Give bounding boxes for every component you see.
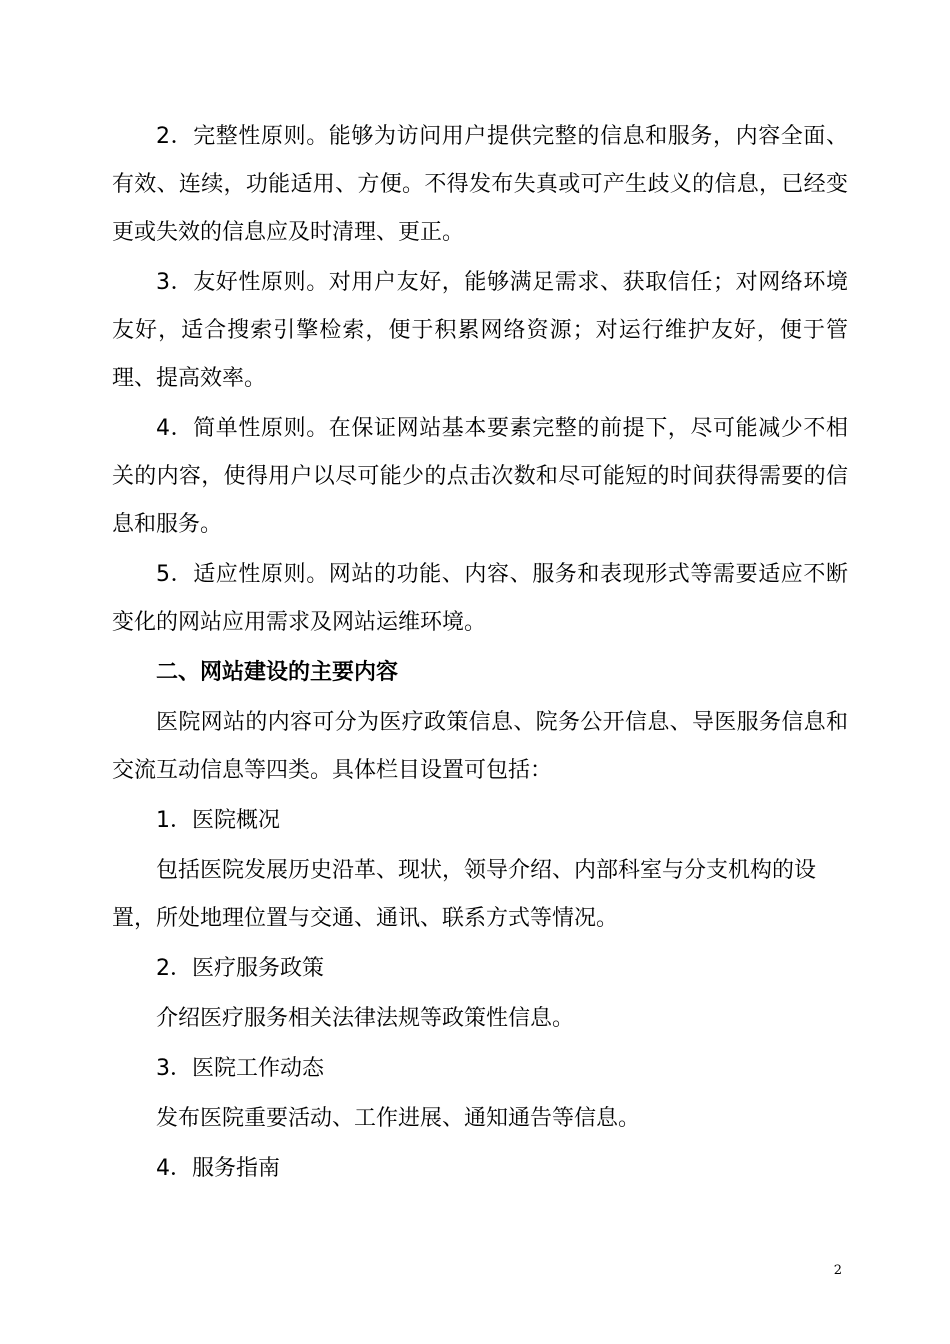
paragraph-simplicity-principle: 4．简单性原则。在保证网站基本要素完整的前提下，尽可能减少不相关的内容，使得用户以尽可能少的点击次数和尽可能短的时间获得需要的信息和服务。 <box>112 416 848 537</box>
item-desc-medical-service-policy: 介绍医疗服务相关法律法规等政策性信息。 <box>156 1006 575 1031</box>
section-intro: 医院网站的内容可分为医疗政策信息、院务公开信息、导医服务信息和交流互动信息等四类。具体栏目设置可包括： <box>112 710 848 783</box>
paragraph-adaptability-principle: 5．适应性原则。网站的功能、内容、服务和表现形式等需要适应不断变化的网站应用需求及网站运维环境。 <box>112 562 848 635</box>
item-title-medical-service-policy: 2．医疗服务政策 <box>156 956 324 981</box>
page-number: 2 <box>833 1263 842 1278</box>
item-title-hospital-overview: 1．医院概况 <box>156 808 280 833</box>
document-body <box>112 113 848 1195</box>
item-title-service-guide: 4．服务指南 <box>156 1156 280 1181</box>
item-desc-hospital-overview: 包括医院发展历史沿革、现状，领导介绍、内部科室与分支机构的设置，所处地理位置与交通、通讯、联系方式等情况。 <box>112 858 817 931</box>
item-desc-hospital-work-news: 发布医院重要活动、工作进展、通知通告等信息。 <box>156 1106 641 1131</box>
paragraph-completeness-principle: 2．完整性原则。能够为访问用户提供完整的信息和服务，内容全面、有效、连续，功能适用、方便。不得发布失真或可产生歧义的信息，已经变更或失效的信息应及时清理、更正。 <box>112 124 848 245</box>
item-title-hospital-work-news: 3．医院工作动态 <box>156 1056 324 1081</box>
section-heading: 二、网站建设的主要内容 <box>156 660 399 685</box>
paragraph-friendliness-principle: 3．友好性原则。对用户友好，能够满足需求、获取信任；对网络环境友好，适合搜索引擎检索，便于积累网络资源；对运行维护友好，便于管理、提高效率。 <box>112 270 848 391</box>
